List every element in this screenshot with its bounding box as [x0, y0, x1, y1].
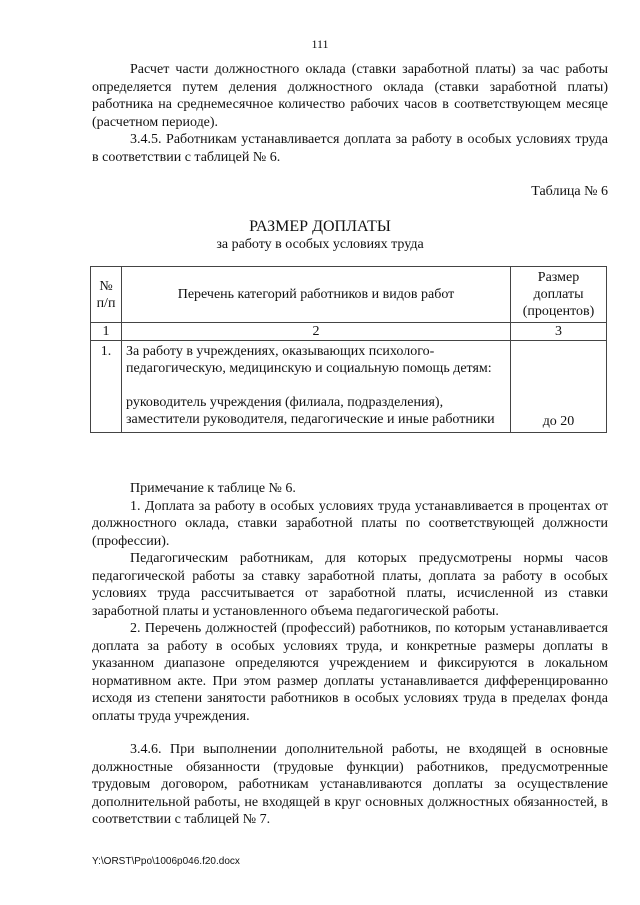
paragraph-346: 3.4.6. При выполнении дополнительной работы, не входящей в основные должностные обязанности (трудовые функции) работников, предусмотренные трудовым договором, работникам устанавливаются доплаты за осуществление дополнительной работы, не входящей в круг основных должностных обязанностей, в соответствии с таблицей № 7. [92, 742, 608, 827]
row-description-intro: За работу в учреждениях, оказывающих психолого-педагогическую, медицинскую и социальную помощь детям: [126, 344, 492, 376]
notes-section [92, 480, 608, 725]
table-row [91, 341, 607, 433]
table-header-row [91, 267, 607, 323]
column-number: 1 [91, 323, 122, 341]
notes-heading: Примечание к таблице № 6. [130, 481, 296, 496]
table-title-sub: за работу в особых условиях труда [216, 237, 424, 252]
header-number: № п/п [91, 267, 122, 323]
page-number: 111 [311, 37, 329, 51]
table-caption: Таблица № 6 [531, 184, 608, 199]
row-amount: до 20 [511, 341, 607, 433]
table-column-numbers-row [91, 323, 607, 341]
table-title [0, 217, 640, 254]
row-description-positions: руководитель учреждения (филиала, подразделения), заместители руководителя, педагогические и иные работники [126, 395, 495, 427]
header-amount: Размер доплаты (процентов) [511, 267, 607, 323]
column-number: 2 [122, 323, 511, 341]
paragraph-hourly-rate: Расчет части должностного оклада (ставки заработной платы) за час работы определяется путем деления должностного оклада (ставки заработной платы) работника на среднемесячное количество рабочих часов в соответствующем месяце (расчетном периоде). [92, 62, 608, 130]
header-categories: Перечень категорий работников и видов работ [122, 267, 511, 323]
note-2: 2. Перечень должностей (профессий) работников, по которым устанавливается доплата за работу в особых условиях труда, и конкретные размеры доплаты в указанном диапазоне определяются учреждением и фиксируются в локальном нормативном акте. При этом размер доплаты устанавливается дифференцированно исходя из степени занятости работников в особых условиях труда в пределах фонда оплаты труда учреждения. [92, 621, 608, 724]
section-346 [92, 741, 608, 829]
row-description [122, 341, 511, 433]
column-number: 3 [511, 323, 607, 341]
file-path-footer: Y:\ORST\Ppo\1006p046.f20.docx [92, 856, 240, 867]
paragraph-345: 3.4.5. Работникам устанавливается доплата за работу в особых условиях труда в соответствии с таблицей № 6. [92, 132, 608, 165]
allowance-table [90, 266, 607, 433]
row-number: 1. [91, 341, 122, 433]
table-title-main: РАЗМЕР ДОПЛАТЫ [249, 218, 391, 235]
note-1-pedagogical: Педагогическим работникам, для которых предусмотрены нормы часов педагогической работы за ставку заработной платы, доплата за работу в особых условиях труда рассчитывается от заработной платы, исчисленной из ставки заработной платы и установленного объема педагогической работы. [92, 551, 608, 619]
intro-text [92, 61, 608, 166]
note-1: 1. Доплата за работу в особых условиях труда устанавливается в процентах от должностного оклада, ставки заработной платы по соответствующей должности (профессии). [92, 498, 608, 549]
